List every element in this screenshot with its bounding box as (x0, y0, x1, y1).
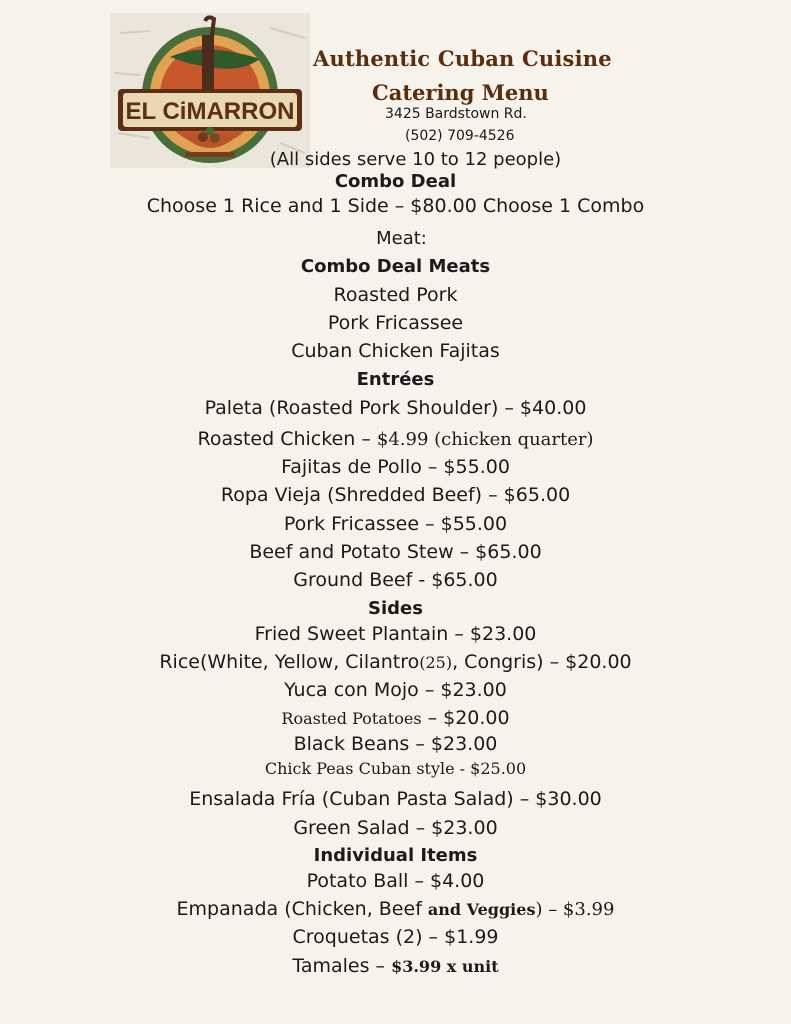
list-item: Yuca con Mojo – $23.00 (284, 679, 507, 701)
list-item: Pork Fricassee (327, 312, 464, 334)
list-item: Pork Fricassee – $55.00 (283, 513, 508, 535)
list-item (0, 955, 791, 977)
item-text: (25) (419, 653, 453, 672)
list-item: Beef and Potato Stew – $65.00 (249, 541, 542, 563)
list-item (0, 707, 791, 729)
list-item: Ground Beef - $65.00 (293, 569, 498, 591)
list-item: Fajitas de Pollo – $55.00 (281, 456, 510, 478)
list-item: Fried Sweet Plantain – $23.00 (254, 623, 537, 645)
list-item: Roasted Pork (333, 284, 458, 306)
address: 3425 Bardstown Rd. (385, 106, 527, 122)
combo-heading: Combo Deal (334, 171, 457, 192)
tagline: Authentic Cuban Cuisine (313, 46, 612, 71)
list-item (0, 898, 791, 920)
list-item (0, 651, 791, 673)
serving-note: (All sides serve 10 to 12 people) (269, 149, 562, 170)
restaurant-logo (110, 13, 310, 168)
combo-meats-heading: Combo Deal Meats (300, 256, 491, 277)
entrees-heading: Entrées (356, 369, 435, 390)
phone-number: (502) 709-4526 (405, 128, 515, 144)
item-text: Roasted Potatoes (281, 709, 422, 728)
item-text: , Congris) – $20.00 (452, 651, 632, 673)
item-text: Tamales – (292, 955, 392, 977)
list-item: Paleta (Roasted Pork Shoulder) – $40.00 (204, 397, 587, 419)
item-text: Rice(White, Yellow, Cilantro (159, 651, 420, 673)
item-text: and Veggies (427, 900, 536, 919)
list-item (0, 428, 791, 450)
combo-description: Choose 1 Rice and 1 Side – $80.00 Choose 1 Combo (146, 195, 645, 217)
list-item: Croquetas (2) – $1.99 (292, 926, 499, 948)
list-item: Chick Peas Cuban style - $25.00 (264, 759, 527, 778)
combo-description-cont: Meat: (376, 228, 427, 249)
item-name: Roasted Chicken – (197, 428, 377, 450)
list-item: Potato Ball – $4.00 (306, 870, 485, 892)
logo-text: EL CiMARRON (125, 98, 295, 125)
list-item: Ensalada Fría (Cuban Pasta Salad) – $30.00 (189, 788, 602, 810)
individual-heading: Individual Items (313, 845, 478, 866)
list-item: Black Beans – $23.00 (293, 733, 498, 755)
sides-heading: Sides (368, 598, 423, 619)
menu-title: Catering Menu (372, 80, 549, 105)
list-item: Cuban Chicken Fajitas (291, 340, 500, 362)
item-price: $4.99 (chicken quarter) (376, 429, 594, 450)
item-text: ) – $3.99 (535, 899, 615, 920)
list-item: Ropa Vieja (Shredded Beef) – $65.00 (220, 484, 571, 506)
item-text: Empanada (Chicken, Beef (176, 898, 428, 920)
list-item: Green Salad – $23.00 (293, 817, 498, 839)
item-text: – $20.00 (421, 707, 510, 729)
item-text: $3.99 x unit (391, 957, 499, 976)
